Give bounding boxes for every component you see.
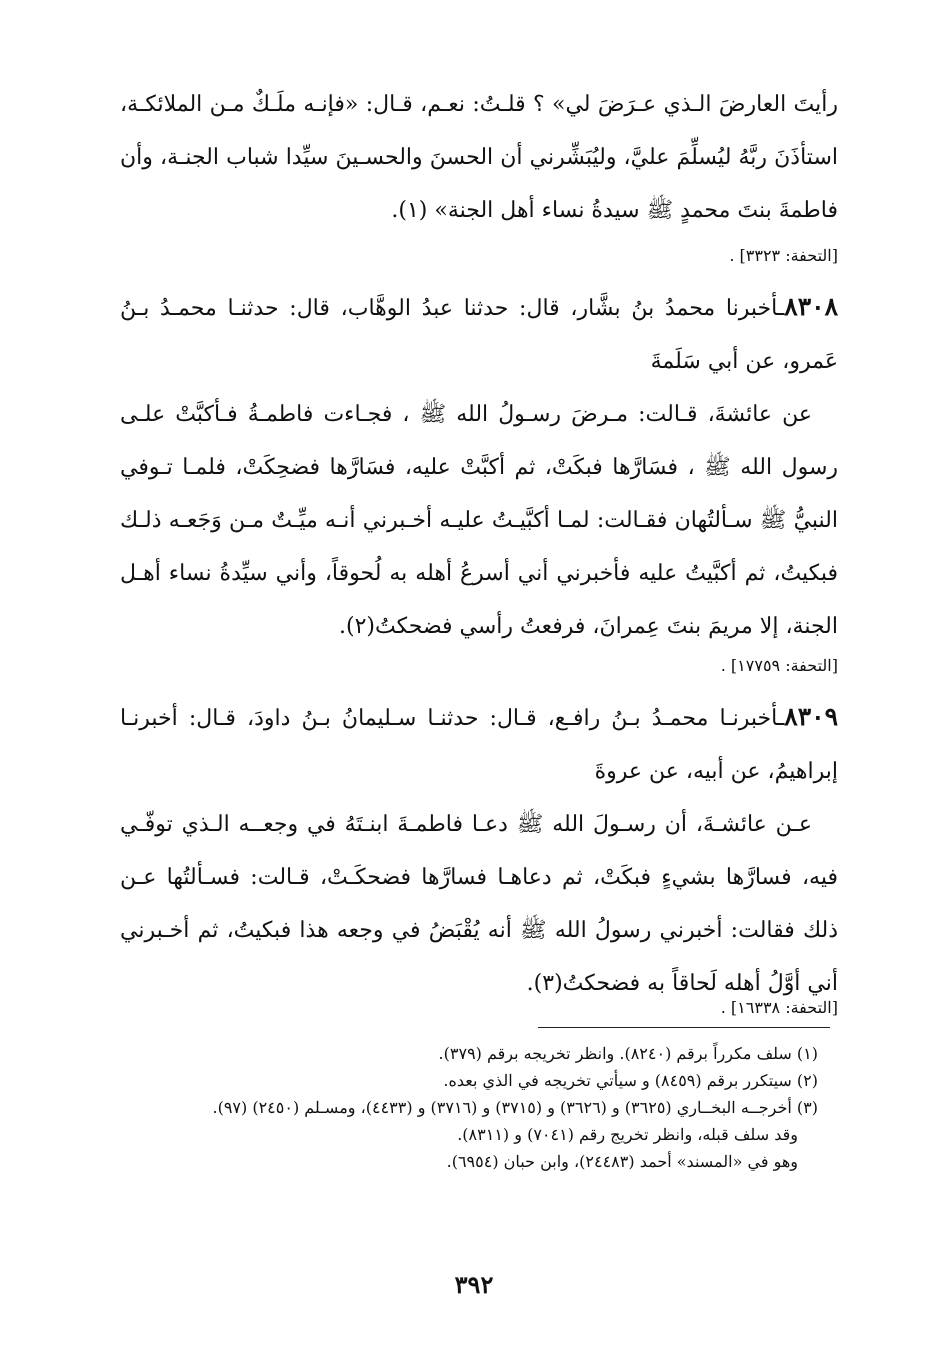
tuhfa-reference-2: [التحفة: ١٧٧٥٩] . — [720, 656, 838, 675]
hadith-8308 — [120, 280, 838, 653]
continuation-paragraph — [120, 78, 838, 237]
footnote-3: (٣) أخرجــه البخــاري (٣٦٢٥) و (٣٦٢٦) و (٣٧١٥) و (٣٧١٦) و (٤٤٣٣)، ومسـلم (٢٤٥٠) (٩٧). — [212, 1098, 818, 1117]
footnote-1: (١) سلف مكرراً برقم (٨٢٤٠). وانظر تخريجه برقم (٣٧٩). — [438, 1044, 818, 1063]
footnote-separator — [538, 1027, 830, 1028]
hadith-number-8309: ٨٣٠٩ — [784, 702, 838, 731]
tuhfa-reference-1: [التحفة: ٣٣٢٣] . — [729, 246, 838, 265]
page-number: ٣٩٢ — [454, 1270, 494, 1299]
tuhfa-reference-3: [التحفة: ١٦٣٣٨] . — [720, 998, 838, 1017]
isnad-text-8309: ـأخبرنـا محمـدُ بـنُ رافـع، قـال: حدثنـا سـليمانُ بـنُ داودَ، قـال: أخبرنـا إبراهيمُ، عن أبيه، عن عروةَ — [120, 706, 838, 784]
hadith-number-8308: ٨٣٠٨ — [784, 292, 838, 321]
reference-line-1 — [120, 244, 838, 268]
hadith-8309-isnad — [120, 690, 838, 798]
footnote-2: (٢) سيتكرر برقم (٨٤٥٩) و سيأتي تخريجه في الذي بعده. — [443, 1071, 818, 1090]
reference-line-3 — [120, 996, 838, 1020]
reference-line-2 — [120, 654, 838, 678]
isnad-text-8308: ـأخبرنا محمدُ بنُ بشَّار، قال: حدثنا عبدُ الوهَّاب، قال: حدثنـا محمـدُ بـنُ عَمرو، عن أبي سَلَمةَ — [120, 296, 838, 374]
hadith-8309 — [120, 690, 838, 1010]
footnote-3-continuation-b: وهو في «المسند» أحمد (٢٤٤٨٣)، وابن حبان (٦٩٥٤). — [446, 1152, 798, 1171]
top-paragraph: رأيتَ العارضَ الـذي عـرَضَ لي» ؟ قلـتُ: نعـم، قـال: «فإنـه ملَـكٌ مـن الملائكـة، استأذَنَ ربَّهُ ليُسلِّمَ عليَّ، وليُبَشِّرني أن الحسنَ والحسـينَ سيِّدا شباب الجنـة، وأن فاطمةَ بنتَ محمدٍ ﷺ سيدةُ نساء أهل الجنة» (١). — [120, 92, 838, 223]
hadith-8309-matn: عـن عائشـةَ، أن رسـولَ الله ﷺ دعـا فاطمـةَ ابنـتَهُ في وجعــه الـذي توفّـي فيه، فسارَّها بشيءٍ فبكَتْ، ثم دعاهـا فسارَّها فضحكَـتْ، قـالت: فسـألتُها عـن ذلك فقالت: أخبرني رسولُ الله ﷺ أنه يُقْبَضُ في وجعه هذا فبكيتُ، ثم أخـبرني أني أوَّلُ أهله لَحاقاً به فضحكتُ(٣). — [120, 812, 838, 996]
hadith-8308-isnad — [120, 280, 838, 388]
footnotes — [120, 1040, 838, 1175]
hadith-8308-matn: عن عائشةَ، قـالت: مـرضَ رسـولُ الله ﷺ ، فجـاءت فاطمـةُ فـأكبَّتْ علـى رسول الله ﷺ ، فسَارَّها فبكَتْ، ثم أكبَّتْ عليه، فسَارَّها فضحِكَتْ، فلمـا تـوفي النبيُّ ﷺ سـألتُهان فقـالت: لمـا أكبَّيـتُ عليـه أخـبرني أنـه ميِّـتٌ مـن وَجَعـه ذلـك فبكيتُ، ثم أكبَّيتُ عليه فأخبرني أني أسرعُ أهله به لُحوقاً، وأني سيِّدةُ نساء أهـل الجنة، إلا مريمَ بنتَ عِمرانَ، فرفعتُ رأسي فضحكتُ(٢). — [120, 402, 838, 639]
footnote-3-continuation-a: وقد سلف قبله، وانظر تخريج رقم (٧٠٤١) و (٨٣١١). — [457, 1125, 798, 1144]
